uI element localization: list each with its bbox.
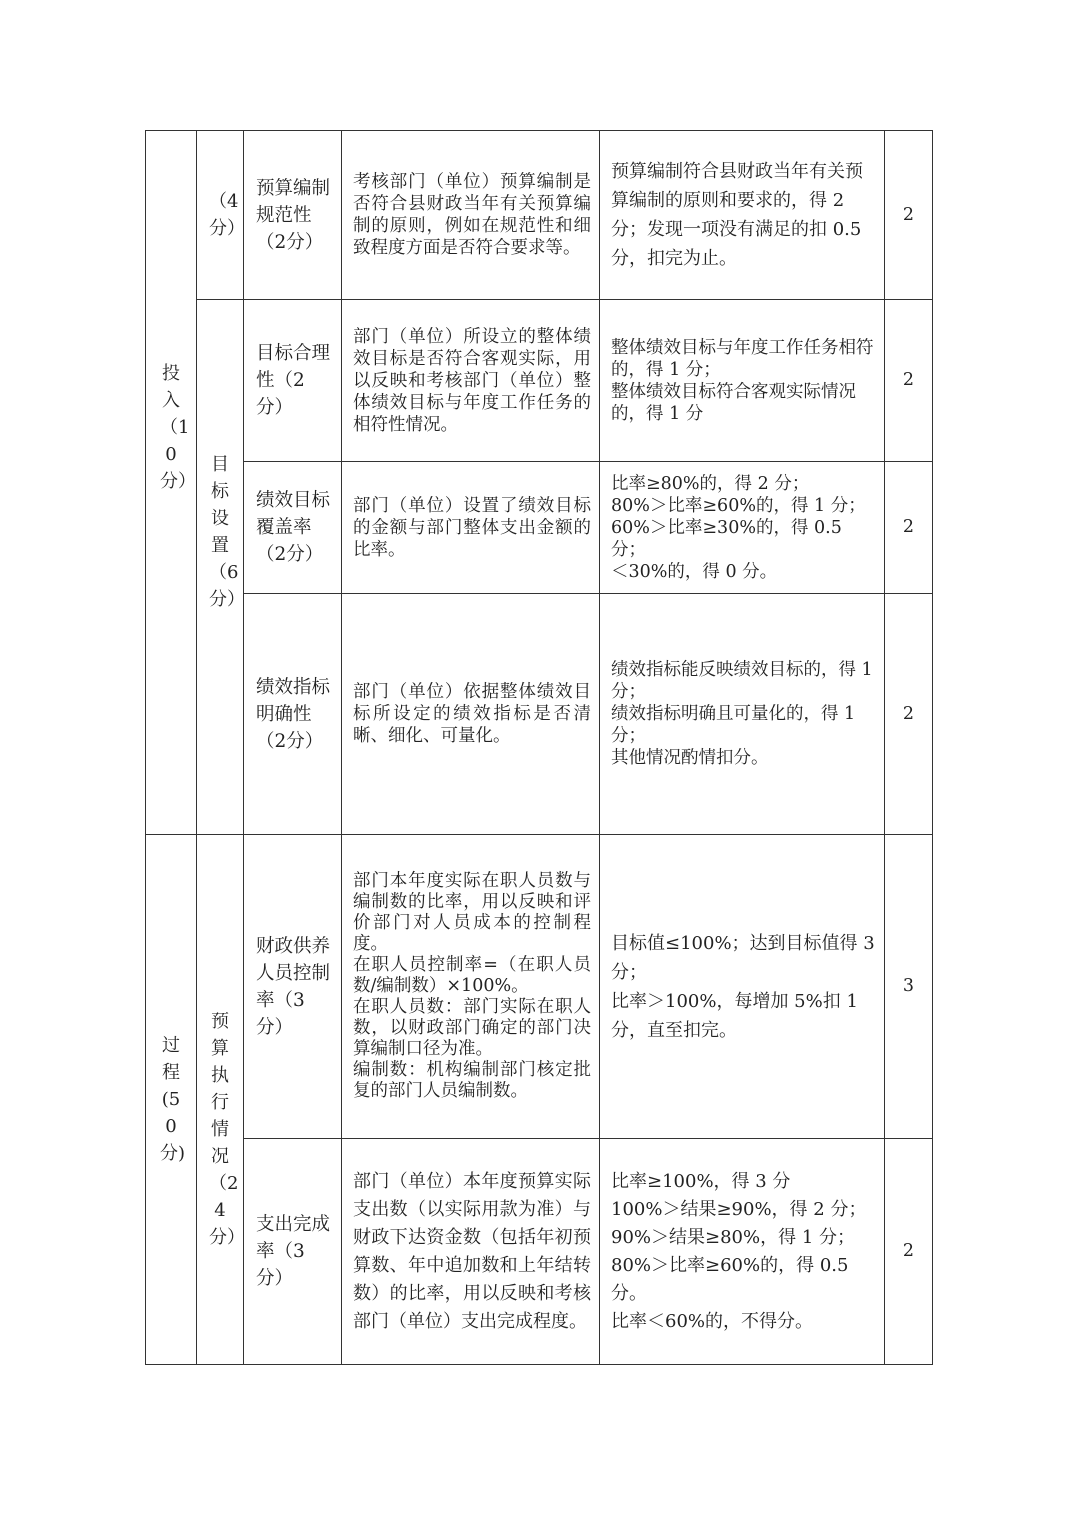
criteria-cell xyxy=(600,835,885,1139)
description-text: 部门（单位）依据整体绩效目标所设定的绩效指标是否清晰、细化、可量化。 xyxy=(353,682,591,746)
table-row xyxy=(146,594,933,835)
description-text: 部门（单位）所设立的整体绩效目标是否符合客观实际，用以反映和考核部门（单位）整体绩效目标与年度工作任务的相符性情况。 xyxy=(353,326,591,435)
table-row xyxy=(146,131,933,300)
criteria-cell xyxy=(600,300,885,462)
indicator-cell xyxy=(244,131,342,300)
score-cell xyxy=(885,835,933,1139)
criteria-line: 绩效指标能反映绩效目标的，得 1 分； xyxy=(611,660,873,702)
description-text: 部门（单位）设置了绩效目标的金额与部门整体支出金额的比率。 xyxy=(353,495,591,560)
description-line: 在职人员控制率=（在职人员数/编制数）×100%。 xyxy=(353,955,591,996)
criteria-line: 100%＞结果≥90%，得 2 分； xyxy=(611,1198,867,1220)
criteria-list xyxy=(600,337,884,425)
score-cell xyxy=(885,594,933,835)
description-cell xyxy=(342,462,600,594)
criteria-cell xyxy=(600,462,885,594)
category-cell-process xyxy=(146,835,197,1365)
criteria-line: 目标值≤100%；达到目标值得 3 分； xyxy=(611,932,875,983)
score-value: 2 xyxy=(902,204,915,225)
criteria-list xyxy=(600,659,884,769)
description-text: 部门（单位）本年度预算实际支出数（以实际用款为准）与财政下达资金数（包括年初预算数、年中追加数和上年结转数）的比率，用以反映和考核部门（单位）支出完成程度。 xyxy=(353,1170,591,1332)
criteria-cell xyxy=(600,131,885,300)
score-cell xyxy=(885,131,933,300)
subcategory-cell xyxy=(197,835,244,1365)
indicator-label: 预算编制规范性（2分） xyxy=(256,177,331,253)
indicator-cell xyxy=(244,835,342,1139)
subcategory-label: （4分） xyxy=(209,191,245,239)
score-value: 2 xyxy=(902,517,915,537)
description-cell xyxy=(342,131,600,300)
criteria-line: 比率＜60%的，不得分。 xyxy=(611,1310,814,1332)
description-cell xyxy=(342,1139,600,1365)
criteria-line: 60%＞比率≥30%的，得 0.5 分； xyxy=(611,517,842,560)
description-cell xyxy=(342,835,600,1139)
criteria-line: 整体绩效目标与年度工作任务相符的，得 1 分； xyxy=(611,337,874,380)
subcategory-cell xyxy=(197,131,244,300)
indicator-label: 绩效目标覆盖率（2分） xyxy=(256,490,331,565)
criteria-line: 90%＞结果≥80%，得 1 分； xyxy=(611,1226,855,1248)
table-row xyxy=(146,1139,933,1365)
description-list xyxy=(342,871,599,1102)
criteria-line: ＜30%的，得 0 分。 xyxy=(611,561,778,582)
table-row xyxy=(146,835,933,1139)
criteria-list xyxy=(600,473,884,583)
score-value: 3 xyxy=(902,976,915,996)
score-value: 2 xyxy=(902,1241,915,1261)
criteria-cell xyxy=(600,1139,885,1365)
criteria-line: 其他情况酌情扣分。 xyxy=(611,748,769,768)
criteria-line: 80%＞比率≥60%的，得 1 分； xyxy=(611,495,866,516)
description-line: 在职人员数：部门实际在职人数，以财政部门确定的部门决算编制口径为准。 xyxy=(353,997,591,1059)
score-cell xyxy=(885,462,933,594)
criteria-line: 80%＞比率≥60%的，得 0.5 分。 xyxy=(611,1254,849,1304)
indicator-cell xyxy=(244,462,342,594)
criteria-line: 整体绩效目标符合客观实际情况的，得 1 分 xyxy=(611,381,856,424)
criteria-list xyxy=(600,1168,884,1336)
indicator-label: 目标合理性（2分） xyxy=(256,343,331,418)
indicator-label: 支出完成率（3分） xyxy=(256,1214,331,1289)
criteria-line: 绩效指标明确且可量化的，得 1 分； xyxy=(611,704,856,746)
score-value: 2 xyxy=(902,703,915,724)
description-cell xyxy=(342,594,600,835)
subcategory-cell xyxy=(197,300,244,835)
indicator-cell xyxy=(244,1139,342,1365)
category-cell-input xyxy=(146,131,197,835)
indicator-cell xyxy=(244,594,342,835)
table-row xyxy=(146,462,933,594)
score-cell xyxy=(885,1139,933,1365)
criteria-text: 预算编制符合县财政当年有关预算编制的原则和要求的，得 2 分；发现一项没有满足的扣 0.5 分，扣完为止。 xyxy=(611,161,863,269)
criteria-line: 比率≥80%的，得 2 分； xyxy=(611,473,810,494)
criteria-list xyxy=(600,929,884,1045)
criteria-line: 比率＞100%，每增加 5%扣 1 分，直至扣完。 xyxy=(611,990,858,1041)
subcategory-label: 预算执行情况（24分） xyxy=(209,1011,245,1248)
criteria-cell xyxy=(600,594,885,835)
score-cell xyxy=(885,300,933,462)
criteria-line: 比率≥100%，得 3 分 xyxy=(611,1170,791,1192)
description-text: 考核部门（单位）预算编制是否符合县财政当年有关预算编制的原则，例如在规范性和细致程度方面是否符合要求等。 xyxy=(353,172,591,258)
description-cell xyxy=(342,300,600,462)
indicator-label: 绩效指标明确性（2分） xyxy=(256,676,331,752)
category-label: 投入（10分） xyxy=(160,363,196,492)
indicator-label: 财政供养人员控制率（3分） xyxy=(256,935,331,1038)
indicator-cell xyxy=(244,300,342,462)
table-row xyxy=(146,300,933,462)
category-label: 过程(50分) xyxy=(160,1035,186,1164)
score-value: 2 xyxy=(902,370,915,390)
evaluation-table xyxy=(145,130,933,1365)
description-line: 部门本年度实际在职人员数与编制数的比率，用以反映和评价部门对人员成本的控制程度。 xyxy=(353,871,591,954)
description-line: 编制数：机构编制部门核定批复的部门人员编制数。 xyxy=(353,1060,591,1101)
subcategory-label: 目标设置（6分） xyxy=(209,454,245,610)
